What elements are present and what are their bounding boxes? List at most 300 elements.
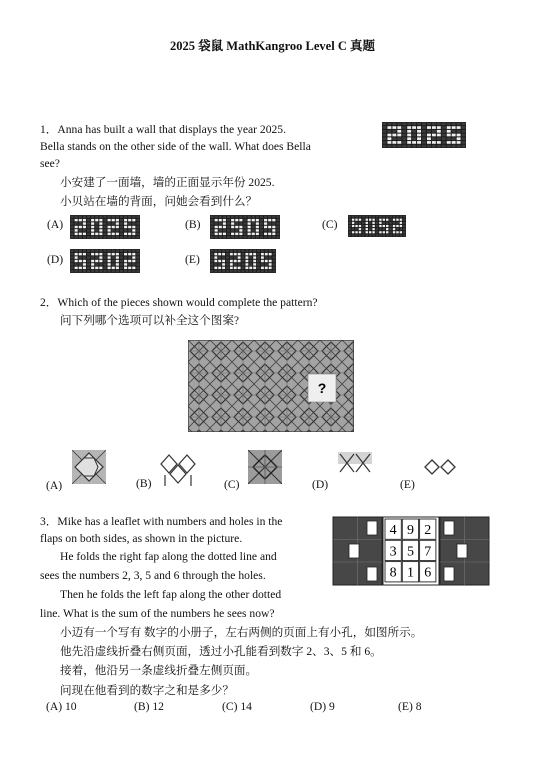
wall-brick-dark xyxy=(136,229,139,231)
wall-brick-light xyxy=(116,263,119,265)
wall-brick-dark xyxy=(273,253,276,255)
wall-brick-dark xyxy=(379,228,381,230)
wall-brick-light xyxy=(386,231,388,233)
wall-brick-light xyxy=(91,267,94,269)
wall-brick-dark xyxy=(422,126,426,129)
wall-brick-dark xyxy=(91,270,94,272)
q1-option-c-figure[interactable] xyxy=(348,215,406,237)
wall-brick-light xyxy=(355,225,357,227)
wall-brick-dark xyxy=(87,270,90,272)
wall-brick-dark xyxy=(223,229,226,231)
wall-brick-dark xyxy=(120,229,123,231)
wall-brick-dark xyxy=(268,229,271,231)
wall-brick-light xyxy=(231,222,234,224)
wall-brick-dark xyxy=(355,216,357,218)
q1-option-c-label[interactable]: (C) xyxy=(322,218,338,231)
wall-brick-dark xyxy=(87,250,90,252)
wall-brick-dark xyxy=(79,229,82,231)
wall-brick-dark xyxy=(120,216,123,218)
q3-text-line-6: line. What is the sum of the numbers he sees now? xyxy=(40,607,275,620)
wall-brick-dark xyxy=(422,130,426,133)
wall-brick-light xyxy=(412,126,416,129)
wall-brick-dark xyxy=(260,219,263,221)
wall-brick-dark xyxy=(71,270,74,272)
wall-brick-light xyxy=(218,267,221,269)
wall-brick-dark xyxy=(132,250,135,252)
wall-brick-dark xyxy=(87,222,90,224)
wall-brick-dark xyxy=(231,236,234,238)
wall-brick-dark xyxy=(442,141,446,144)
wall-brick-light xyxy=(407,141,411,144)
wall-brick-dark xyxy=(128,236,131,238)
wall-brick-dark xyxy=(402,126,406,129)
q2-option-e-figure[interactable] xyxy=(424,458,456,476)
q3-chinese-line-3: 接着，他沿另一条虚线折叠左侧页面。 xyxy=(60,664,258,677)
wall-brick-dark xyxy=(447,123,451,126)
q2-option-c-figure[interactable] xyxy=(248,450,282,484)
wall-brick-dark xyxy=(249,250,252,252)
wall-brick-dark xyxy=(407,123,411,126)
wall-brick-light xyxy=(128,253,131,255)
wall-brick-light xyxy=(407,130,411,133)
wall-brick-dark xyxy=(103,226,106,228)
wall-brick-light xyxy=(231,233,234,235)
wall-brick-dark xyxy=(103,253,106,255)
wall-brick-dark xyxy=(269,270,272,272)
wall-brick-dark xyxy=(359,234,361,236)
wall-brick-light xyxy=(407,126,411,129)
wall-brick-dark xyxy=(103,219,106,221)
wall-brick-dark xyxy=(83,256,86,258)
wall-brick-light xyxy=(99,260,102,262)
wall-brick-dark xyxy=(260,233,263,235)
wall-brick-dark xyxy=(99,236,102,238)
wall-brick-light xyxy=(248,222,251,224)
wall-brick-dark xyxy=(75,222,78,224)
wall-brick-dark xyxy=(79,270,82,272)
wall-brick-dark xyxy=(355,234,357,236)
wall-brick-light xyxy=(132,226,135,228)
wall-brick-dark xyxy=(462,145,466,148)
q1-text-line-2: Bella stands on the other side of the wall. What does Bella xyxy=(40,140,311,153)
wall-brick-dark xyxy=(99,250,102,252)
wall-brick-light xyxy=(215,229,218,231)
wall-brick-dark xyxy=(223,236,226,238)
wall-brick-dark xyxy=(112,229,115,231)
wall-brick-light xyxy=(249,253,252,255)
wall-brick-dark xyxy=(103,267,106,269)
wall-brick-dark xyxy=(132,216,135,218)
wall-brick-dark xyxy=(249,270,252,272)
wall-brick-light xyxy=(239,233,242,235)
wall-brick-dark xyxy=(128,229,131,231)
wall-brick-dark xyxy=(349,219,351,221)
wall-brick-dark xyxy=(422,137,426,140)
wall-brick-dark xyxy=(116,216,119,218)
wall-brick-dark xyxy=(222,250,225,252)
wall-brick-light xyxy=(75,233,78,235)
wall-brick-dark xyxy=(257,260,260,262)
page-title: 2025 袋鼠 MathKangroo Level C 真题 xyxy=(170,39,375,53)
wall-brick-dark xyxy=(452,145,456,148)
wall-brick-dark xyxy=(269,250,272,252)
wall-brick-dark xyxy=(242,250,245,252)
q1-text-line-1: 1．Anna has built a wall that displays the year 2025. xyxy=(40,123,286,136)
wall-brick-light xyxy=(383,231,385,233)
wall-brick-dark xyxy=(386,222,388,224)
wall-brick-dark xyxy=(422,123,426,126)
wall-brick-light xyxy=(427,137,431,140)
wall-brick-dark xyxy=(383,130,387,133)
wall-brick-light xyxy=(253,253,256,255)
wall-brick-light xyxy=(83,267,86,269)
wall-brick-dark xyxy=(227,236,230,238)
wall-brick-light xyxy=(91,219,94,221)
wall-brick-light xyxy=(396,231,398,233)
wall-brick-dark xyxy=(403,219,405,221)
wall-brick-dark xyxy=(252,216,255,218)
q1-option-b-figure[interactable] xyxy=(210,215,280,239)
wall-brick-dark xyxy=(400,228,402,230)
wall-brick-dark xyxy=(276,236,279,238)
wall-brick-dark xyxy=(393,216,395,218)
wall-brick-dark xyxy=(392,130,396,133)
q3-chinese-line-2: 他先沿虚线折叠右侧页面，透过小孔能看到数字 2、3、5 和 6。 xyxy=(60,645,382,658)
wall-brick-dark xyxy=(352,234,354,236)
wall-brick-light xyxy=(372,219,374,221)
wall-brick-dark xyxy=(242,253,245,255)
wall-brick-dark xyxy=(432,137,436,140)
wall-brick-dark xyxy=(128,216,131,218)
wall-brick-dark xyxy=(211,233,214,235)
wall-brick-dark xyxy=(103,256,106,258)
wall-brick-light xyxy=(268,233,271,235)
wall-brick-light xyxy=(214,253,217,255)
wall-brick-dark xyxy=(442,134,446,137)
wall-brick-dark xyxy=(276,219,279,221)
wall-brick-dark xyxy=(91,250,94,252)
wall-brick-dark xyxy=(403,234,405,236)
wall-brick-dark xyxy=(252,229,255,231)
wall-brick-dark xyxy=(91,236,94,238)
q1-option-e-label[interactable]: (E) xyxy=(185,253,200,266)
wall-brick-dark xyxy=(457,123,461,126)
wall-brick-dark xyxy=(83,270,86,272)
wall-brick-light xyxy=(116,267,119,269)
wall-brick-light xyxy=(272,226,275,228)
wall-brick-dark xyxy=(120,253,123,255)
wall-brick-dark xyxy=(248,236,251,238)
q1-option-d-figure[interactable] xyxy=(70,249,140,273)
q2-option-a-label[interactable]: (A) xyxy=(46,479,63,492)
wall-brick-dark xyxy=(124,256,127,258)
wall-brick-dark xyxy=(389,225,391,227)
q3-chinese-line-1: 小迈有一个写有 数字的小册子，左右两侧的页面上有小孔，如图所示。 xyxy=(60,626,423,639)
wall-brick-light xyxy=(407,137,411,140)
q3-option-e[interactable]: (E) 8 xyxy=(398,700,422,713)
wall-brick-dark xyxy=(265,250,268,252)
wall-brick-dark xyxy=(87,263,90,265)
wall-brick-light xyxy=(235,219,238,221)
number-cell-value: 7 xyxy=(424,544,432,560)
wall-brick-dark xyxy=(273,267,276,269)
wall-brick-dark xyxy=(218,263,221,265)
q2-option-e-label[interactable]: (E) xyxy=(400,478,415,491)
wall-brick-light xyxy=(234,253,237,255)
wall-brick-light xyxy=(396,219,398,221)
wall-brick-dark xyxy=(369,225,371,227)
wall-brick-dark xyxy=(242,270,245,272)
wall-brick-dark xyxy=(383,228,385,230)
wall-brick-light xyxy=(79,219,82,221)
q3-option-c[interactable]: (C) 14 xyxy=(222,700,252,713)
wall-brick-light xyxy=(269,267,272,269)
wall-brick-light xyxy=(230,253,233,255)
q3-option-d[interactable]: (D) 9 xyxy=(310,700,335,713)
wall-brick-light xyxy=(372,228,374,230)
wall-brick-light xyxy=(83,233,86,235)
q1-chinese-line-1: 小安建了一面墙，墙的正面显示年份 2025. xyxy=(60,176,275,189)
wall-brick-dark xyxy=(91,216,94,218)
q3-text-line-4: sees the numbers 2, 3, 5 and 6 through the holes. xyxy=(40,569,266,582)
wall-brick-dark xyxy=(219,229,222,231)
wall-brick-light xyxy=(222,253,225,255)
leaflet-figure xyxy=(332,516,490,586)
wall-brick-light xyxy=(99,267,102,269)
wall-brick-light xyxy=(112,226,115,228)
wall-brick-light xyxy=(215,219,218,221)
wall-brick-dark xyxy=(457,130,461,133)
wall-brick-dark xyxy=(376,225,378,227)
wall-brick-dark xyxy=(273,263,276,265)
wall-brick-light xyxy=(372,231,374,233)
number-cell-value: 6 xyxy=(424,565,432,581)
wall-brick-light xyxy=(256,226,259,228)
number-cell-value: 3 xyxy=(389,544,397,560)
wall-brick-light xyxy=(124,253,127,255)
wall-brick-light xyxy=(359,231,361,233)
wall-brick-light xyxy=(108,256,111,258)
wall-brick-dark xyxy=(383,222,385,224)
wall-brick-dark xyxy=(71,233,74,235)
q2-option-d-label[interactable]: (D) xyxy=(312,478,329,491)
wall-brick-dark xyxy=(234,250,237,252)
wall-brick-dark xyxy=(112,236,115,238)
wall-brick-dark xyxy=(103,263,106,265)
wall-brick-light xyxy=(108,229,111,231)
number-cell-value: 9 xyxy=(406,523,414,538)
wall-brick-light xyxy=(83,253,86,255)
wall-brick-light xyxy=(238,256,241,258)
wall-brick-light xyxy=(392,126,396,129)
wall-brick-light xyxy=(359,225,361,227)
wall-brick-dark xyxy=(211,253,214,255)
wall-brick-light xyxy=(79,267,82,269)
wall-brick-light xyxy=(95,267,98,269)
wall-brick-light xyxy=(214,267,217,269)
wall-brick-light xyxy=(230,263,233,265)
wall-brick-light xyxy=(99,256,102,258)
wall-brick-light xyxy=(447,130,451,133)
wall-brick-light xyxy=(124,222,127,224)
wall-brick-dark xyxy=(261,250,264,252)
wall-brick-dark xyxy=(136,226,139,228)
wall-brick-dark xyxy=(120,267,123,269)
q2-option-b-label[interactable]: (B) xyxy=(136,477,152,490)
wall-brick-dark xyxy=(265,263,268,265)
wall-brick-dark xyxy=(249,260,252,262)
wall-brick-dark xyxy=(355,222,357,224)
wall-brick-light xyxy=(256,219,259,221)
wall-brick-dark xyxy=(412,145,416,148)
wall-brick-dark xyxy=(215,222,218,224)
wall-brick-dark xyxy=(383,216,385,218)
wall-brick-light xyxy=(219,219,222,221)
wall-brick-light xyxy=(112,267,115,269)
wall-brick-dark xyxy=(116,229,119,231)
wall-brick-light xyxy=(132,267,135,269)
wall-brick-dark xyxy=(108,270,111,272)
wall-brick-dark xyxy=(349,222,351,224)
wall-brick-dark xyxy=(397,145,401,148)
wall-brick-dark xyxy=(132,222,135,224)
q2-option-b-figure[interactable] xyxy=(160,453,196,487)
wall-brick-dark xyxy=(222,256,225,258)
wall-brick-dark xyxy=(103,233,106,235)
wall-brick-dark xyxy=(359,222,361,224)
wall-brick-dark xyxy=(219,236,222,238)
wall-brick-light xyxy=(108,260,111,262)
wall-brick-dark xyxy=(366,216,368,218)
number-cell-value: 1 xyxy=(406,565,414,581)
q2-option-d-figure[interactable] xyxy=(338,452,372,478)
wall-brick-dark xyxy=(219,216,222,218)
wall-brick-dark xyxy=(256,236,259,238)
wall-brick-dark xyxy=(412,130,416,133)
wall-brick-dark xyxy=(235,216,238,218)
q1-option-a-label[interactable]: (A) xyxy=(47,218,64,231)
wall-brick-light xyxy=(219,226,222,228)
wall-brick-dark xyxy=(252,222,255,224)
wall-brick-light xyxy=(75,219,78,221)
wall-brick-light xyxy=(116,219,119,221)
wall-brick-light xyxy=(83,260,86,262)
wall-brick-light xyxy=(95,253,98,255)
wall-brick-dark xyxy=(136,260,139,262)
wall-brick-light xyxy=(379,231,381,233)
wall-brick-dark xyxy=(376,231,378,233)
wall-brick-dark xyxy=(260,229,263,231)
wall-brick-light xyxy=(352,225,354,227)
wall-brick-light xyxy=(245,267,248,269)
option-c-wall-icon xyxy=(348,215,406,237)
wall-brick-dark xyxy=(272,216,275,218)
wall-brick-dark xyxy=(239,236,242,238)
wall-brick-dark xyxy=(462,123,466,126)
missing-piece-mark: ? xyxy=(317,380,327,396)
wall-brick-light xyxy=(223,222,226,224)
wall-brick-dark xyxy=(120,233,123,235)
wall-brick-dark xyxy=(136,267,139,269)
wall-brick-light xyxy=(256,233,259,235)
q1-option-b-label[interactable]: (B) xyxy=(185,218,201,231)
wall-brick-light xyxy=(272,233,275,235)
q1-option-e-figure[interactable] xyxy=(210,249,276,273)
wall-brick-dark xyxy=(136,256,139,258)
wall-brick-dark xyxy=(211,263,214,265)
option-d-piece-icon xyxy=(338,452,372,478)
wall-brick-dark xyxy=(99,216,102,218)
wall-brick-light xyxy=(268,226,271,228)
wall-brick-light xyxy=(132,233,135,235)
wall-brick-light xyxy=(355,219,357,221)
wall-brick-light xyxy=(397,126,401,129)
wall-brick-dark xyxy=(265,270,268,272)
wall-brick-dark xyxy=(412,134,416,137)
wall-brick-light xyxy=(366,222,368,224)
wall-brick-dark xyxy=(260,226,263,228)
wall-brick-light xyxy=(253,263,256,265)
wall-brick-light xyxy=(99,226,102,228)
wall-brick-light xyxy=(112,233,115,235)
wall-brick-dark xyxy=(257,256,260,258)
wall-brick-dark xyxy=(372,216,374,218)
wall-brick-light xyxy=(132,256,135,258)
q3-option-a[interactable]: (A) 10 xyxy=(46,700,77,713)
wall-brick-dark xyxy=(87,219,90,221)
wall-brick-dark xyxy=(238,250,241,252)
wall-brick-light xyxy=(132,219,135,221)
option-c-piece-icon xyxy=(248,450,282,484)
wall-brick-dark xyxy=(265,256,268,258)
q1-wall-figure xyxy=(382,122,466,148)
wall-brick-dark xyxy=(386,216,388,218)
wall-brick-dark xyxy=(234,263,237,265)
wall-brick-light xyxy=(261,256,264,258)
q2-option-c-label[interactable]: (C) xyxy=(224,478,240,491)
wall-brick-dark xyxy=(273,256,276,258)
wall-brick-dark xyxy=(79,222,82,224)
option-e-piece-icon xyxy=(424,458,456,476)
wall-brick-light xyxy=(116,226,119,228)
wall-brick-dark xyxy=(268,216,271,218)
wall-brick-dark xyxy=(75,236,78,238)
wall-brick-dark xyxy=(462,130,466,133)
wall-brick-light xyxy=(261,260,264,262)
q1-option-d-label[interactable]: (D) xyxy=(47,253,64,266)
wall-brick-dark xyxy=(349,216,351,218)
q2-option-a-figure[interactable] xyxy=(72,450,106,484)
wall-brick-dark xyxy=(226,270,229,272)
wall-brick-light xyxy=(427,126,431,129)
wall-brick-light xyxy=(112,219,115,221)
wall-brick-light xyxy=(417,126,421,129)
q3-option-b[interactable]: (B) 12 xyxy=(134,700,164,713)
wall-brick-light xyxy=(248,219,251,221)
q1-option-a-figure[interactable] xyxy=(70,215,140,239)
wall-brick-dark xyxy=(83,250,86,252)
wall-brick-light xyxy=(238,267,241,269)
wall-brick-dark xyxy=(108,236,111,238)
wall-brick-light xyxy=(264,226,267,228)
wall-brick-light xyxy=(245,260,248,262)
wall-brick-light xyxy=(248,233,251,235)
wall-brick-dark xyxy=(256,216,259,218)
wall-brick-dark xyxy=(261,270,264,272)
wall-brick-light xyxy=(393,231,395,233)
wall-brick-light xyxy=(447,126,451,129)
wall-brick-dark xyxy=(136,263,139,265)
